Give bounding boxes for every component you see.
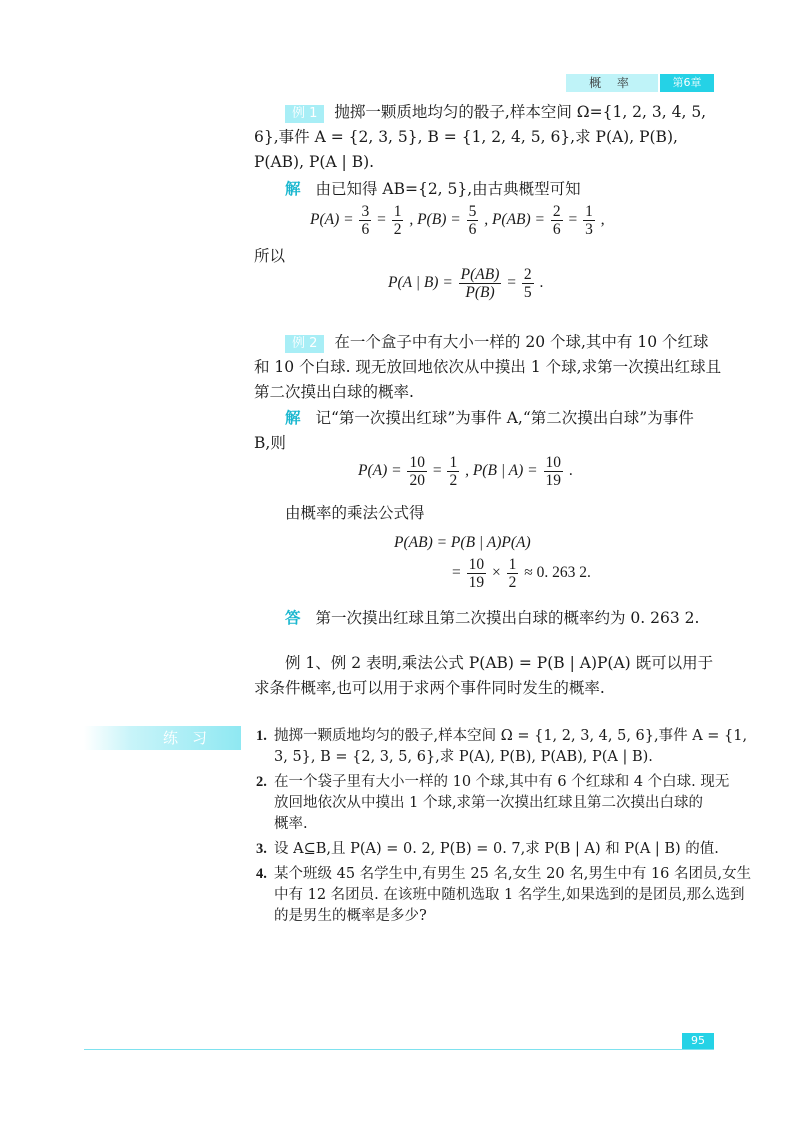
- denominator: 2: [508, 574, 517, 591]
- denominator: 6: [552, 221, 561, 238]
- formula-term: =: [568, 211, 578, 229]
- example2-formula2-line1: P(AB) = P(B | A)P(A): [394, 534, 531, 551]
- example2-solution: [285, 407, 694, 430]
- numerator: 1: [585, 203, 593, 220]
- formula-term: =: [507, 274, 517, 292]
- example2-mult-text: 由概率的乘法公式得: [285, 504, 425, 522]
- denominator: 5: [523, 284, 532, 301]
- exercise-line: 概率.: [274, 816, 308, 832]
- denominator: 19: [545, 472, 562, 489]
- exercise-item: [256, 839, 719, 860]
- example2-line2: 和 10 个白球. 现无放回地依次从中摸出 1 个球,求第一次摸出红球且: [254, 358, 722, 376]
- denominator: 6: [361, 221, 370, 238]
- example2-line3: 第二次摸出白球的概率.: [254, 383, 414, 401]
- fraction: [392, 203, 404, 238]
- exercise-line: 3, 5}, B = {2, 3, 5, 6},求 P(A), P(B), P(AB), P(A | B).: [274, 749, 653, 765]
- exercise-line: 在一个袋子里有大小一样的 10 个球,其中有 6 个红球和 4 个白球. 现无: [274, 774, 730, 790]
- example1-line3: P(AB), P(A | B).: [254, 153, 375, 171]
- denominator: 2: [393, 221, 402, 238]
- footer-divider: [84, 1049, 714, 1050]
- formula-term: =: [432, 462, 442, 480]
- exercise-line: 中有 12 名团员. 在该班中随机选取 1 名学生,如果选到的是团员,那么选到: [274, 887, 745, 903]
- formula-term: , P(AB) =: [484, 211, 545, 229]
- example1-line2: 6},事件 A = {2, 3, 5}, B = {1, 2, 4, 5, 6},求 P(A), P(B),: [254, 128, 678, 146]
- formula-term: .: [539, 274, 544, 292]
- numerator: 3: [361, 203, 370, 220]
- exercise-line: 抛掷一颗质地均匀的骰子,样本空间 Ω = {1, 2, 3, 4, 5, 6},事件 A = {1,: [274, 728, 748, 744]
- denominator: 20: [409, 472, 425, 489]
- exercise-line: 的是男生的概率是多少?: [274, 908, 427, 924]
- header-section-label: 概 率: [566, 74, 658, 92]
- exercise-number: 4.: [256, 866, 267, 882]
- example1-solution: [285, 178, 581, 201]
- example1-formula2: [388, 266, 543, 301]
- example2-formula1: [358, 454, 573, 489]
- header-chapter-label: 第6章: [660, 74, 714, 92]
- page-number: 95: [682, 1033, 714, 1049]
- fraction: [447, 454, 459, 489]
- numerator: 10: [468, 556, 485, 573]
- example2-solution-line1: 记“第一次摸出红球”为事件 A,“第二次摸出白球”为事件: [315, 409, 694, 427]
- fraction: [507, 556, 519, 591]
- exercise-number: 3.: [256, 841, 267, 857]
- example2-line1: [285, 331, 709, 354]
- exercise-item: [256, 772, 730, 835]
- exercise-line: 某个班级 45 名学生中,有男生 25 名,女生 20 名,男生中有 16 名团员,女生: [274, 866, 752, 882]
- exercise-item: [256, 726, 748, 768]
- example1-so: 所以: [254, 247, 286, 265]
- example2-formula2-line2: [452, 556, 591, 591]
- numerator: 1: [508, 556, 517, 573]
- numerator: 10: [545, 454, 562, 471]
- summary-line1: 例 1、例 2 表明,乘法公式 P(AB) = P(B | A)P(A) 既可以用于: [285, 654, 714, 672]
- numerator: 2: [523, 266, 532, 283]
- numerator: 10: [409, 454, 425, 471]
- fraction: [459, 266, 502, 301]
- exercise-line: 设 A⊆B,且 P(A) = 0. 2, P(B) = 0. 7,求 P(B | A) 和 P(A | B) 的值.: [274, 841, 719, 857]
- formula-term: ≈ 0. 263 2.: [524, 564, 591, 582]
- fraction: [467, 556, 487, 591]
- denominator: 19: [468, 574, 485, 591]
- fraction: [544, 454, 564, 489]
- example2-answer-text: 第一次摸出红球且第二次摸出白球的概率约为 0. 263 2.: [315, 609, 700, 627]
- example1-solution-text: 由已知得 AB={2, 5},由古典概型可知: [315, 180, 581, 198]
- numerator: 5: [468, 203, 477, 220]
- exercise-number: 1.: [256, 728, 267, 744]
- exercise-banner: 练习: [84, 726, 241, 750]
- fraction: [522, 266, 534, 301]
- denominator: 2: [449, 472, 458, 489]
- formula-term: , P(B) =: [409, 211, 461, 229]
- denominator: 6: [468, 221, 477, 238]
- formula-term: P(A | B) =: [388, 274, 453, 292]
- numerator: 1: [449, 454, 458, 471]
- formula-term: P(A) =: [310, 211, 354, 229]
- fraction: [467, 203, 479, 238]
- example1-formula1: [310, 203, 605, 238]
- example2-tag: 例 2: [285, 335, 324, 353]
- formula-term: =: [377, 211, 386, 229]
- example1-line1: [285, 101, 706, 124]
- numerator: P(AB): [460, 266, 500, 283]
- exercise-line: 放回地依次从中摸出 1 个球,求第一次摸出红球且第二次摸出白球的: [274, 795, 704, 811]
- formula-term: .: [568, 462, 573, 480]
- summary-line2: 求条件概率,也可以用于求两个事件同时发生的概率.: [254, 679, 605, 697]
- fraction: [551, 203, 563, 238]
- example2-solution-line2: B,则: [254, 434, 286, 452]
- exercise-list: [256, 726, 752, 927]
- fraction: [407, 454, 427, 489]
- fraction: [359, 203, 371, 238]
- example1-tag: 例 1: [285, 105, 324, 123]
- example2-line1-text: 在一个盒子中有大小一样的 20 个球,其中有 10 个红球: [334, 333, 709, 351]
- fraction: [583, 203, 595, 238]
- exercise-number: 2.: [256, 774, 267, 790]
- numerator: 1: [393, 203, 402, 220]
- example2-answer: [285, 607, 699, 630]
- exercise-item: [256, 864, 752, 927]
- formula-term: ×: [492, 564, 501, 582]
- example2-answer-label: 答: [285, 609, 301, 627]
- denominator: P(B): [459, 283, 502, 301]
- formula-term: P(A) =: [358, 462, 402, 480]
- example2-solution-label: 解: [285, 409, 301, 427]
- formula-term: , P(B | A) =: [465, 462, 538, 480]
- formula-term: ,: [600, 211, 605, 229]
- denominator: 3: [585, 221, 593, 238]
- example1-line1-text: 抛掷一颗质地均匀的骰子,样本空间 Ω={1, 2, 3, 4, 5,: [334, 103, 707, 121]
- formula-term: =: [452, 564, 461, 582]
- example1-solution-label: 解: [285, 180, 301, 198]
- numerator: 2: [552, 203, 561, 220]
